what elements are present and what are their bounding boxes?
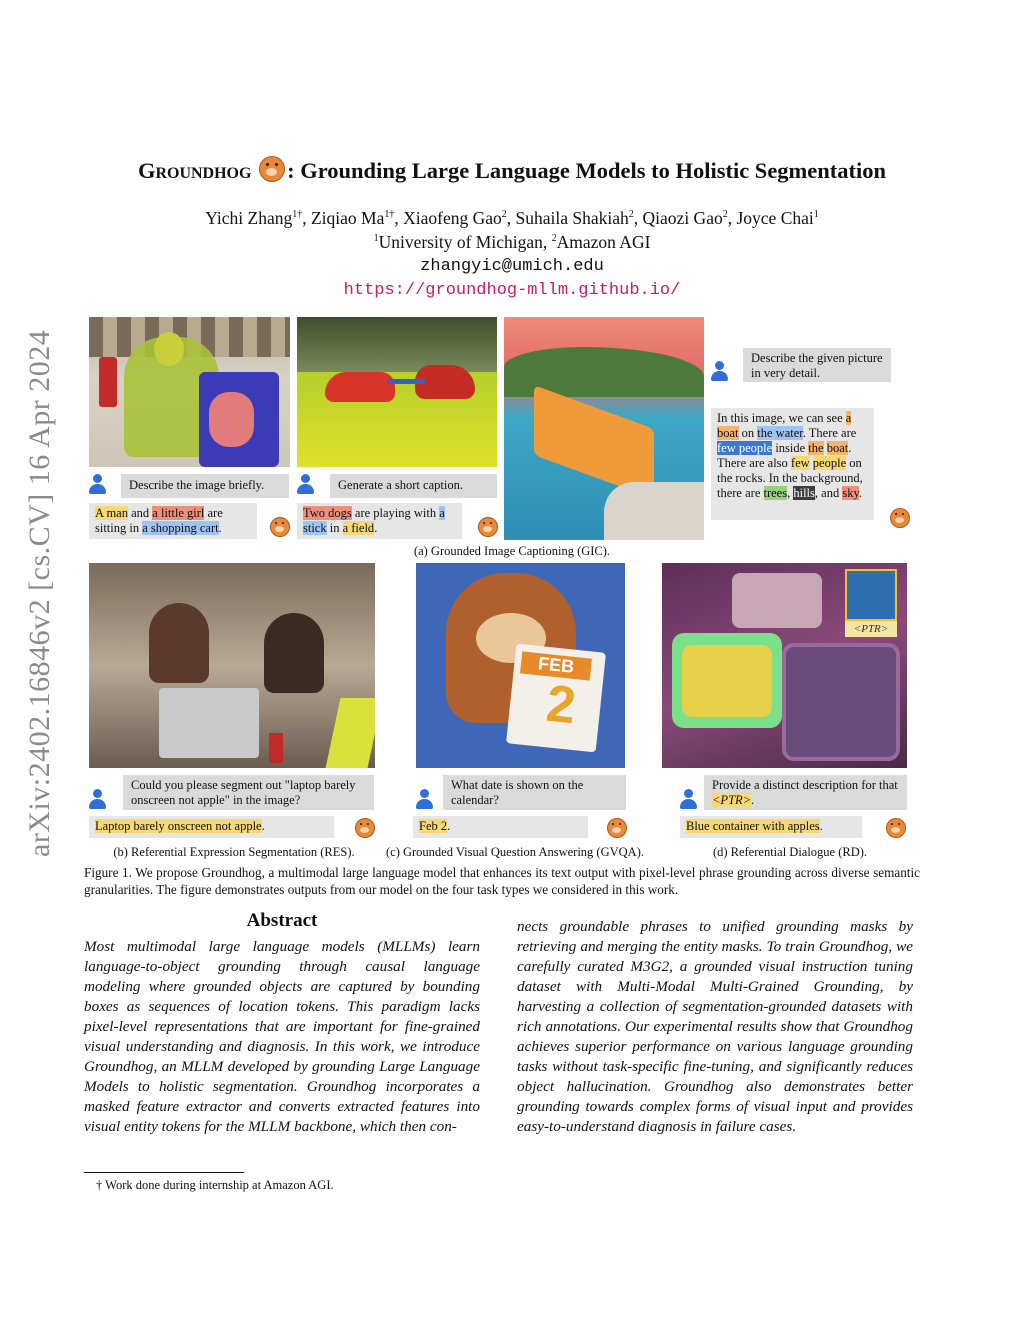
figure-caption: Figure 1. We propose Groundhog, a multimodal large language model that enhances its text output with pixel-level phrase grounding across diverse semantic granularities. The figure demonstrates outputs from our model on the four task types we considered in this work. (84, 865, 920, 897)
gic-answer-1: A man and a little girl are sitting in a shopping cart. (89, 503, 257, 539)
author-list: Yichi Zhang$^{1\dagger}$, Ziqiao $Ma^{1\dagger}$, Xiaofeng Gao$^2$, Suhaila Shakiah$^2$, Qiaozi Gao$^2$, Joyce Chai$^1$ (205, 208, 819, 228)
res-question: Could you please segment out "laptop barely onscreen not apple" in the image? (123, 775, 374, 810)
groundhog-icon (607, 818, 627, 838)
rd-question: Provide a distinct description for that <PTR>. (704, 775, 907, 810)
res-answer: Laptop barely onscreen not apple. (89, 816, 334, 838)
caption-gvqa: (c) Grounded Visual Question Answering (GVQA). (385, 845, 644, 859)
gvqa-question: What date is shown on the calendar? (443, 775, 626, 810)
paper-title (0, 156, 1024, 184)
groundhog-icon (270, 517, 290, 537)
gic-question-2: Generate a short caption. (330, 474, 497, 498)
arxiv-identifier: arXiv:2402.16846v2 [cs.CV] 16 Apr 2024 (23, 329, 56, 857)
gvqa-answer: Feb 2. (413, 816, 588, 838)
calendar-day: 2 (543, 674, 579, 736)
footnote: † Work done during internship at Amazon AGI. (96, 1178, 334, 1192)
groundhog-icon (890, 508, 910, 528)
gic-answer-2: Two dogs are playing with a stick in a field. (297, 503, 462, 539)
title-rest: : Grounding Large Language Models to Holistic Segmentation (287, 158, 887, 183)
calendar-month: FEB (520, 651, 592, 680)
author-email[interactable]: zhangyic@umich.edu (420, 257, 604, 276)
user-icon (297, 474, 313, 494)
user-icon (89, 474, 105, 494)
abstract-heading: Abstract (246, 910, 318, 931)
footnote-rule (84, 1172, 244, 1173)
title-model-name: Groundhog (137, 158, 252, 183)
rd-answer: Blue container with apples. (680, 816, 862, 838)
gic-image-boat (504, 317, 704, 540)
abstract-column-2: nects groundable phrases to unified grounding masks by retrieving and merging the entity masks. To train Groundhog, we carefully curated M3G2, a grounded visual instruction tuning dataset with Multi-Modal Multi-Grained Grounding, by harvesting a collection of segmentation-grounded datasets with rich annotations. Our experimental results show that Groundhog achieves superior performance on various language grounding tasks without task-specific fine-tuning, and significantly reduces object hallucination. Groundhog also demonstrates better grounding towards complex forms of visual input and provides easy-to-understand diagnosis in failure cases. (517, 918, 913, 1135)
user-icon (711, 361, 727, 381)
affiliations: $^1$University of Michigan, $^2$Amazon AGI (373, 232, 651, 252)
gic-image-dogs (297, 317, 497, 467)
groundhog-icon (259, 156, 285, 182)
ptr-label: <PTR> (845, 621, 897, 637)
gic-question-3: Describe the given picture in very detail. (743, 348, 891, 382)
gic-answer-3: In this image, we can see a boat on the water. There are few people inside the boat. There are also few people on the rocks. In the background, there are trees, hills, and sky. (711, 408, 874, 520)
caption-rd: (d) Referential Dialogue (RD). (712, 845, 868, 859)
gic-image-man-girl (89, 317, 290, 467)
groundhog-icon (478, 517, 498, 537)
gvqa-image (416, 563, 625, 768)
project-url[interactable]: https://groundhog-mllm.github.io/ (343, 281, 681, 300)
user-icon (89, 789, 105, 809)
caption-res: (b) Referential Expression Segmentation (RES). (113, 845, 355, 859)
user-icon (416, 789, 432, 809)
groundhog-icon (886, 818, 906, 838)
rd-image (662, 563, 907, 768)
res-image (89, 563, 375, 768)
user-icon (680, 789, 696, 809)
caption-gic: (a) Grounded Image Captioning (GIC). (413, 544, 611, 558)
groundhog-icon (355, 818, 375, 838)
gic-question-1: Describe the image briefly. (121, 474, 289, 498)
abstract-column-1: Most multimodal large language models (MLLMs) learn language-to-object grounding through causal language modeling where grounded objects are captured by bounding boxes as sequences of location tokens. This paradigm lacks pixel-level representations that are important for fine-grained visual understanding and diagnosis. In this work, we introduce Groundhog, an MLLM developed by grounding Large Language Models to holistic segmentation. Groundhog incorporates a masked feature extractor and converts extracted features into visual entity tokens for the MLLM backbone, which then con- (84, 938, 480, 1135)
